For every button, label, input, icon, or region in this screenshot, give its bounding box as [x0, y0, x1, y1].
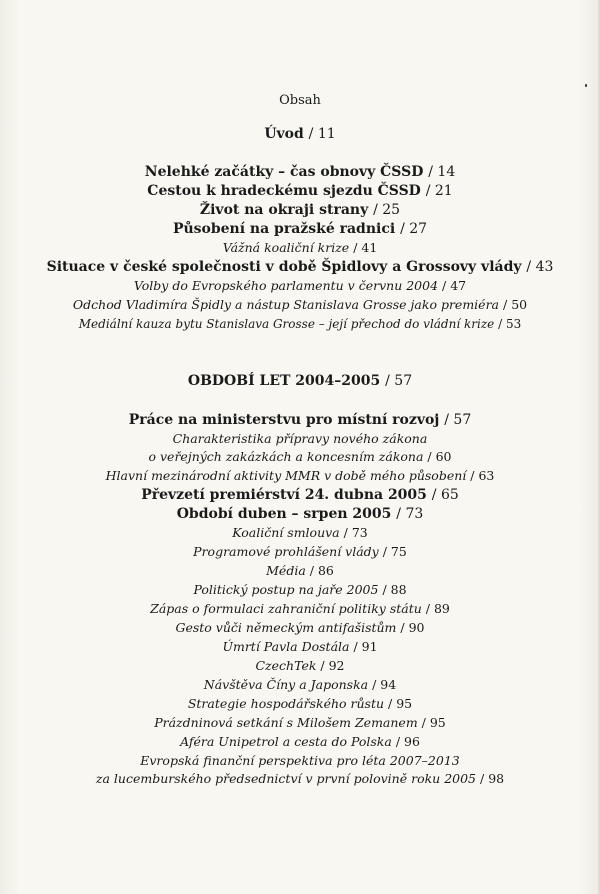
toc-entry-text: za lucemburského předsednictví v první polovině roku 2005: [95, 771, 477, 786]
toc-entry-page: 98: [488, 771, 505, 786]
toc-entry-page: 43: [535, 259, 554, 275]
toc-entry-text: o veřejných zakázkách a koncesním zákona: [148, 449, 424, 464]
toc-entry-text: Média: [266, 563, 306, 578]
toc-entry: Práce na ministerstvu pro místní rozvoj / 57: [128, 412, 472, 428]
toc-entry-text: Programové prohlášení vlády: [193, 544, 379, 559]
toc-subentry: Mediální kauza bytu Stanislava Grosse – její přechod do vládní krize / 53: [78, 317, 522, 331]
toc-entry-text: Aféra Unipetrol a cesta do Polska: [180, 734, 392, 749]
toc-entry-text: Situace v české společnosti v době Špidlovy a Grossovy vlády: [46, 259, 522, 275]
toc-subentry: Hlavní mezinárodní aktivity MMR v době mého působení / 63: [105, 468, 495, 483]
toc-entry-text: Koaliční smlouva: [232, 525, 340, 540]
toc-entry-text: OBDOBÍ LET 2004–2005: [187, 373, 381, 389]
toc-entry-page: 73: [351, 525, 368, 540]
toc-entry-text: Práce na ministerstvu pro místní rozvoj: [128, 412, 440, 428]
toc-subentry: Koaliční smlouva / 73: [232, 525, 368, 540]
toc-subentry: CzechTek / 92: [255, 658, 345, 673]
toc-entry: Působení na pražské radnici / 27: [172, 221, 428, 237]
toc-entry-page: 50: [511, 297, 528, 312]
toc-entry: Život na okraji strany / 25: [199, 202, 401, 218]
toc-subentry: za lucemburského předsednictví v první polovině roku 2005 / 98: [95, 771, 505, 786]
toc-subentry: Aféra Unipetrol a cesta do Polska / 96: [180, 734, 420, 749]
toc-entry: Nelehké začátky – čas obnovy ČSSD / 14: [144, 164, 456, 180]
toc-entry-text: Zápas o formulaci zahraniční politiky státu: [150, 601, 422, 616]
toc-entry-page: 89: [433, 601, 450, 616]
toc-entry-page: 14: [437, 164, 456, 180]
toc-entry-text: Prázdninová setkání s Milošem Zemanem: [154, 715, 418, 730]
toc-entry: Období duben – srpen 2005 / 73: [176, 506, 424, 522]
toc-entry-page: 57: [394, 373, 413, 389]
toc-entry-text: Odchod Vladimíra Špidly a nástup Stanislava Grosse jako premiéra: [72, 297, 500, 312]
toc-subentry: Úmrtí Pavla Dostála / 91: [222, 639, 378, 654]
toc-subentry: Strategie hospodářského růstu / 95: [187, 696, 413, 711]
toc-subentry: [0, 752, 600, 770]
toc-entry-page: 95: [429, 715, 446, 730]
toc-entry: Úvod / 11: [264, 126, 336, 142]
toc-entry-text: Nelehké začátky – čas obnovy ČSSD: [144, 164, 424, 180]
toc-entry: Cestou k hradeckému sjezdu ČSSD / 21: [147, 183, 453, 199]
toc-subentry: Vážná koaliční krize / 41: [222, 240, 378, 255]
toc-entry-text: Vážná koaliční krize: [222, 240, 350, 255]
toc-subentry: Média / 86: [266, 563, 334, 578]
toc-entry-text: Volby do Evropského parlamentu v červnu 2004: [133, 278, 439, 293]
toc-entry-text: Gesto vůči německým antifašistům: [175, 620, 397, 635]
toc-entry-page: 27: [409, 221, 428, 237]
toc-entry: Situace v české společnosti v době Špidlovy a Grossovy vlády / 43: [46, 259, 554, 275]
toc-entry-page: 92: [328, 658, 345, 673]
toc-entry-page: 95: [396, 696, 413, 711]
toc-entry-text: Život na okraji strany: [199, 202, 369, 218]
toc-subentry: Programové prohlášení vlády / 75: [193, 544, 407, 559]
toc-entry: Převzetí premiérství 24. dubna 2005 / 65: [141, 487, 459, 503]
toc-entry-page: 21: [434, 183, 453, 199]
toc-entry-text: CzechTek: [255, 658, 317, 673]
toc-section-heading: OBDOBÍ LET 2004–2005 / 57: [187, 373, 413, 389]
toc-subentry: o veřejných zakázkách a koncesním zákona / 60: [148, 449, 452, 464]
toc-entry-page: 25: [382, 202, 401, 218]
toc-entry-page: 53: [505, 317, 522, 331]
toc-entry-page: 94: [380, 677, 397, 692]
toc-subentry: [0, 430, 600, 448]
toc-entry-text: Období duben – srpen 2005: [176, 506, 392, 522]
toc-entry-page: 47: [450, 278, 467, 293]
toc-entry-page: 57: [453, 412, 472, 428]
toc-entry-text: Hlavní mezinárodní aktivity MMR v době mého působení: [105, 468, 467, 483]
toc-subentry: Politický postup na jaře 2005 / 88: [193, 582, 407, 597]
toc-entry-page: 86: [317, 563, 334, 578]
toc-entry-text: Převzetí premiérství 24. dubna 2005: [141, 487, 427, 503]
toc-subentry: Odchod Vladimíra Špidly a nástup Stanislava Grosse jako premiéra / 50: [72, 297, 528, 312]
toc-entry-text: Působení na pražské radnici: [172, 221, 396, 237]
toc-entry-text: Úmrtí Pavla Dostála: [222, 639, 350, 654]
toc-subentry: Volby do Evropského parlamentu v červnu 2004 / 47: [133, 278, 467, 293]
toc-entry-page: 60: [435, 449, 452, 464]
toc-entry-page: 88: [390, 582, 407, 597]
toc-subentry: Gesto vůči německým antifašistům / 90: [175, 620, 425, 635]
toc-subentry: Prázdninová setkání s Milošem Zemanem / 95: [154, 715, 446, 730]
toc-subentry: Návštěva Číny a Japonska / 94: [203, 677, 397, 692]
print-speck: [585, 84, 587, 87]
toc-entry-page: 90: [408, 620, 425, 635]
toc-entry-page: 41: [361, 240, 378, 255]
toc-subentry: Zápas o formulaci zahraniční politiky státu / 89: [150, 601, 450, 616]
toc-entry-text: Mediální kauza bytu Stanislava Grosse – její přechod do vládní krize: [78, 317, 495, 331]
toc-entry-text: Strategie hospodářského růstu: [187, 696, 385, 711]
toc-entry-text: Návštěva Číny a Japonska: [203, 677, 369, 692]
toc-entry-text: Cestou k hradeckému sjezdu ČSSD: [147, 183, 421, 199]
toc-entry-page: 91: [361, 639, 378, 654]
toc-entry-text: Politický postup na jaře 2005: [193, 582, 379, 597]
toc-entry-text: Evropská finanční perspektiva pro léta 2007–2013: [140, 753, 460, 768]
toc-entry-page: 73: [405, 506, 424, 522]
toc-entry-page: 63: [478, 468, 495, 483]
page-title: Obsah: [279, 93, 321, 108]
toc-entry-text: Charakteristika přípravy nového zákona: [172, 431, 428, 446]
toc-entry-page: 11: [317, 126, 336, 142]
toc-entry-page: 75: [390, 544, 407, 559]
toc-entry-text: Úvod: [264, 126, 304, 142]
toc-entry-page: 96: [404, 734, 420, 749]
toc-entry-page: 65: [440, 487, 459, 503]
